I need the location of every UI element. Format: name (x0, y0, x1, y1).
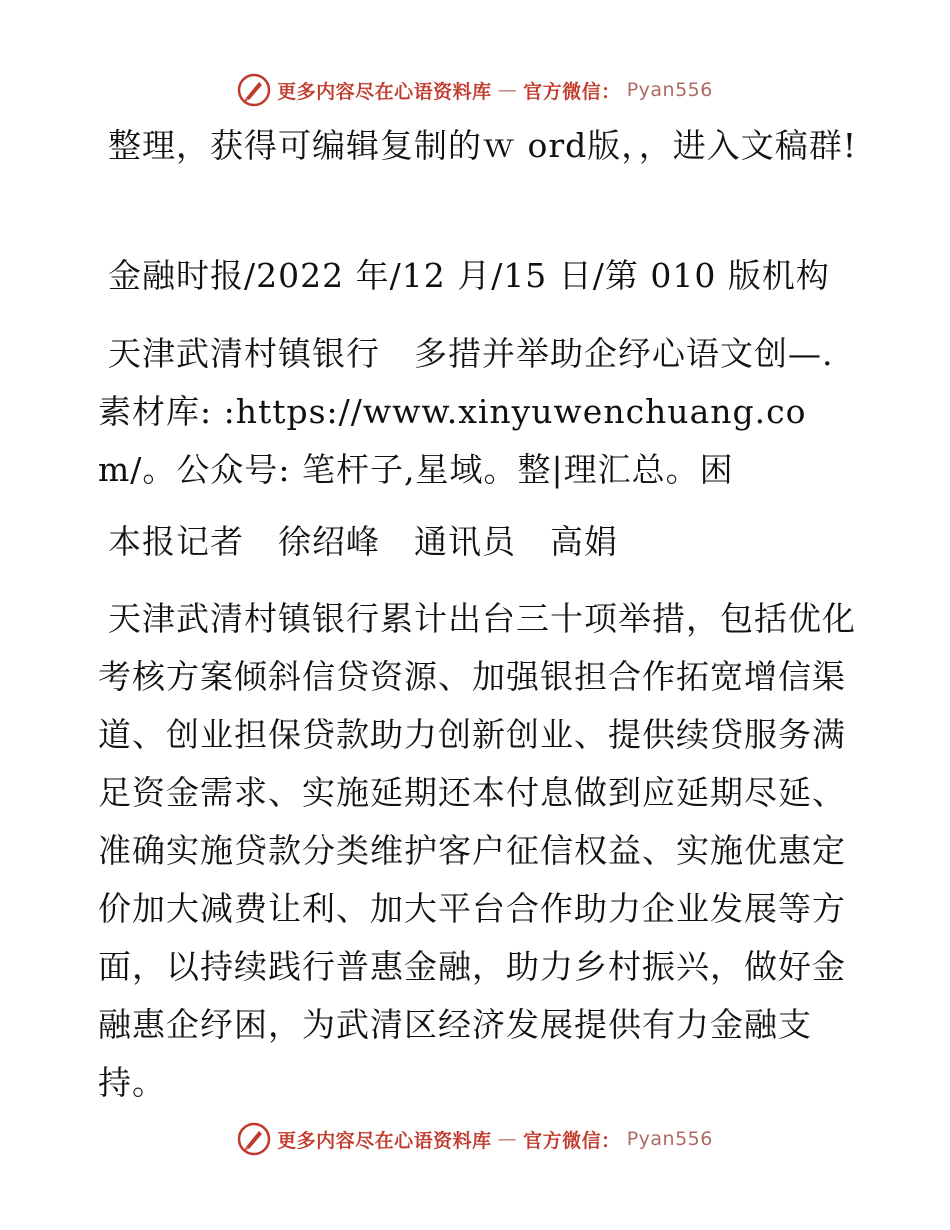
quill-pen-logo-icon (237, 73, 271, 107)
banner-wechat-label: 官方微信： (523, 1129, 621, 1152)
banner-separator: — (497, 1128, 518, 1150)
banner-brand-text: 更多内容尽在心语资料库 (277, 80, 492, 103)
banner-brand-text: 更多内容尽在心语资料库 (277, 1129, 492, 1152)
article-title-paragraph: 天津武清村镇银行 多措并举助企纾心语文创—.素材库: :https://www.xinyuwenchuang.com/。公众号: 笔杆子,星域。整|理汇总。困 (98, 334, 834, 489)
footer-watermark-banner (0, 1122, 950, 1156)
banner-wechat-label: 官方微信： (523, 80, 621, 103)
body-paragraph: 天津武清村镇银行累计出台三十项举措，包括优化考核方案倾斜信贷资源、加强银担合作拓宽增信渠道、创业担保贷款助力创新创业、提供续贷服务满足资金需求、实施延期还本付息做到应延期尽延、准确实施贷款分类维护客户征信权益、实施优惠定价加大减费让利、加大平台合作助力企业发展等方面，以持续践行普惠金融，助力乡村振兴，做好金融惠企纾困，为武清区经济发展提供有力金融支持。 (98, 599, 856, 1102)
quill-pen-logo-icon (237, 1122, 271, 1156)
banner-wechat-id: Pyan556 (626, 79, 713, 101)
banner-wechat-id: Pyan556 (626, 1128, 713, 1150)
intro-paragraph: 整理，获得可编辑复制的ｗ ord版，，进入文稿群! (108, 126, 858, 165)
source-line: 金融时报/2022 年/12 月/15 日/第 010 版机构 (108, 256, 830, 295)
banner-separator: — (497, 79, 518, 101)
header-watermark-banner (0, 73, 950, 107)
byline: 本报记者 徐绍峰 通讯员 高娟 (108, 522, 618, 561)
